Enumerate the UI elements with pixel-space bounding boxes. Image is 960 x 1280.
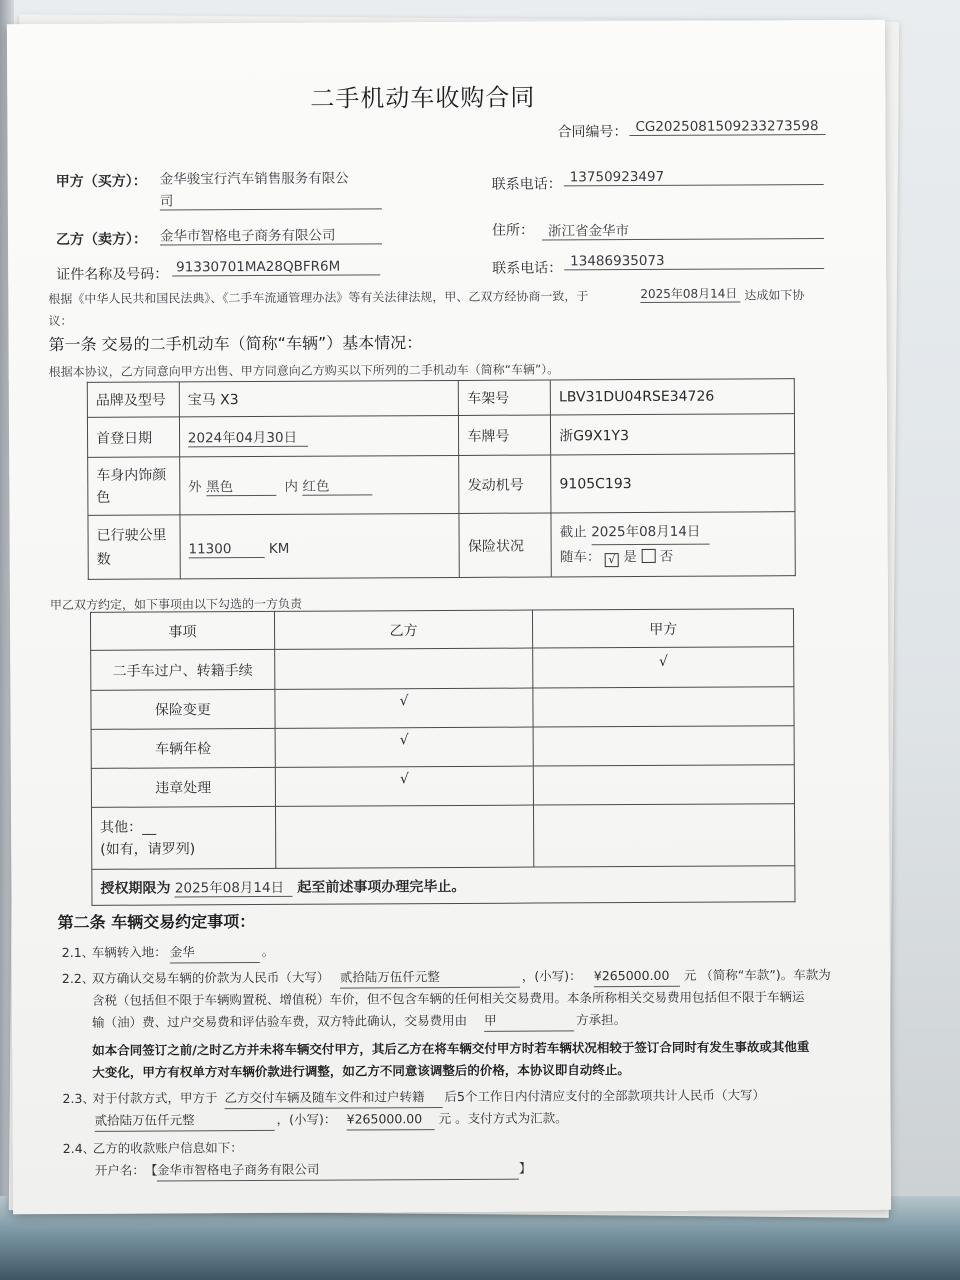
party-b-phone: 13486935073: [564, 252, 824, 270]
insurance-no-checkbox[interactable]: [641, 549, 655, 563]
vin-value: LBV31DU04RSE34726: [550, 379, 794, 415]
engine-value: 9105C193: [551, 454, 795, 513]
clause-2-3-b: 后5个工作日内付清应支付的全部款项共计人民币（大写）: [444, 1087, 766, 1105]
mileage-label-line2: 数: [96, 551, 111, 568]
row-item: 保险变更: [91, 689, 275, 729]
clause-2-1-text: 车辆转入地：: [91, 944, 167, 960]
party-b-address: 浙江省金华市: [542, 218, 824, 240]
clause-2-2-c: 元 （简称“车款”)。车款为: [683, 967, 831, 983]
authorization-row: [92, 866, 795, 906]
row-party-a-check[interactable]: [534, 765, 795, 805]
table-row-other: [91, 804, 794, 870]
col-item-header: 事项: [90, 611, 274, 650]
party-b-name: 金华市智格电子商务有限公司: [160, 223, 382, 245]
col-party-b-header: 乙方: [274, 610, 533, 649]
vehicle-info-table: [87, 378, 796, 580]
row-item: 车辆年检: [91, 728, 275, 768]
intro-text-3: 议：: [48, 313, 73, 329]
contract-number-label: 合同编号：: [557, 124, 628, 141]
account-bracket-open: 【: [144, 1162, 158, 1178]
party-b-id: 91330701MA28QBFR6M: [172, 258, 380, 276]
col-party-a-header: 甲方: [533, 609, 794, 648]
party-b-label: 乙方（卖方）：: [55, 231, 148, 249]
clause-2-2-line3-b: 方承担。: [576, 1012, 627, 1028]
row-item: 二手车过户、转籍手续: [91, 649, 275, 690]
other-party-a[interactable]: [534, 804, 795, 867]
color-label: [88, 457, 180, 515]
account-name-label: 开户名：: [94, 1162, 145, 1178]
party-b-id-label: 证件名称及号码：: [56, 266, 169, 284]
intro-text-2: 达成如下协: [744, 288, 805, 303]
other-party-b[interactable]: [275, 805, 534, 868]
insurance-no-label: 否: [659, 548, 674, 565]
party-a-name-line2: 司: [160, 188, 382, 210]
clause-2-3-upper-amount: 贰拾陆万伍仟元整: [95, 1109, 275, 1132]
party-b-phone-label: 联系电话：: [492, 260, 563, 277]
row-party-b-check[interactable]: √: [275, 727, 534, 767]
clause-2-4-text: 乙方的收款账户信息如下：: [92, 1140, 243, 1156]
plate-value: 浙G9X1Y3: [551, 414, 795, 455]
clause-2-4-no: 2.4、: [62, 1140, 96, 1157]
article-1-sub: 根据本协议，乙方同意向甲方出售、甲方同意向乙方购买以下所列的二手机动车（简称“车辆”）。: [48, 362, 560, 380]
row-party-a-check[interactable]: [533, 726, 794, 766]
vin-label: 车架号: [459, 380, 551, 415]
party-a-label: 甲方（买方）：: [55, 173, 147, 191]
document-title: 二手机动车收购合同: [310, 83, 536, 113]
other-note: (如有，请罗列): [100, 840, 196, 858]
table-row: [91, 765, 794, 808]
responsibility-table: [90, 608, 796, 906]
clause-2-3-no: 2.3、: [62, 1090, 95, 1107]
clause-2-3-lower-amount: ¥265000.00: [347, 1108, 435, 1130]
clause-2-1-no: 2.1、: [61, 944, 95, 961]
brand-value: 宝马 X3: [179, 380, 459, 416]
mileage-value: 11300: [188, 541, 264, 558]
ext-color: 黑色: [206, 475, 276, 496]
clause-2-1-end: 。: [261, 943, 275, 959]
party-a-phone: 13750923497: [564, 168, 824, 186]
row-party-a-check[interactable]: √: [533, 647, 794, 688]
clause-2-2-a: 双方确认交易车辆的价款为人民币（大写）: [91, 969, 330, 986]
insurance-label: 保险状况: [459, 513, 551, 577]
insurance-value: [551, 512, 795, 577]
other-cell: [91, 806, 275, 869]
party-a-phone-label: 联系电话：: [491, 176, 562, 193]
mileage-label-line1: 已行驶公里: [96, 526, 167, 544]
account-bracket-close: 】: [518, 1160, 532, 1176]
intro-text-1: 根据《中华人民共和国民法典》、《二手车流通管理办法》等有关法律法规，甲、乙双方经协商一致，于: [48, 289, 589, 307]
responsibility-intro: 甲乙双方约定，如下事项由以下勾选的一方负责: [49, 596, 302, 613]
clause-2-2-no: 2.2、: [61, 970, 95, 987]
clause-2-3-d: 元 。支付方式为汇款。: [438, 1110, 568, 1127]
row-item: 违章处理: [91, 767, 275, 807]
insurance-until-date: 2025年08月14日: [591, 520, 709, 546]
table-row: [91, 726, 794, 769]
clause-2-2-bold-1: 如本合同签订之前/之时乙方并未将车辆交付甲方，其后乙方在将车辆交付甲方时若车辆状况相较于签订合同时有发生事故或其他重: [92, 1039, 810, 1058]
row-party-b-check[interactable]: [274, 648, 533, 689]
clause-2-2-bold-2: 大变化，甲方有权单方对车辆价款进行调整，如乙方不同意该调整后的价格，本协议即自动终止。: [92, 1062, 630, 1080]
party-a-name-line1: 金华骏宝行汽车销售服务有限公: [159, 170, 349, 188]
clause-2-2-line3-a: 输（油）费、过户交易费和评估验车费，双方特此确认，交易费用由: [92, 1012, 468, 1030]
contract-sheet: [7, 20, 891, 1215]
insurance-follow-label: 随车：: [559, 549, 601, 566]
row-party-b-check[interactable]: √: [275, 766, 534, 806]
clause-2-1-value: 金华: [170, 941, 260, 963]
clause-2-3-condition: 乙方交付车辆及随车文件和过户转籍: [224, 1086, 442, 1109]
clause-2-2-fee-party: 甲: [484, 1009, 574, 1031]
row-party-b-check[interactable]: √: [275, 688, 534, 728]
auth-label: 授权期限为: [100, 880, 171, 897]
auth-date: 2025年08月14日: [175, 876, 293, 898]
plate-label: 车牌号: [459, 415, 551, 455]
row-party-a-check[interactable]: [533, 687, 794, 727]
table-row: [91, 647, 794, 691]
int-prefix: 内: [284, 478, 299, 495]
insurance-yes-label: 是: [623, 549, 637, 566]
other-blank[interactable]: __: [142, 819, 157, 836]
mileage-unit: KM: [268, 540, 290, 557]
color-label-line1: 车身内饰颜: [96, 466, 167, 484]
article-2-heading: 第二条 车辆交易约定事项：: [57, 912, 256, 933]
clause-2-2-upper-amount: 贰拾陆万伍仟元整: [340, 966, 520, 989]
auth-suffix: 起至前述事项办理完毕止。: [297, 878, 466, 896]
clause-2-3-a: 对于付款方式，甲方于: [92, 1090, 218, 1106]
first-reg-label: 首登日期: [87, 417, 179, 457]
insurance-yes-checkbox[interactable]: √: [605, 553, 619, 567]
first-reg-value: 2024年04月30日: [188, 426, 308, 448]
other-label: 其他：: [100, 819, 143, 836]
party-b-address-label: 住所：: [491, 222, 535, 239]
int-color: 红色: [302, 474, 372, 495]
clause-2-2-lower-amount: ¥265000.00: [594, 965, 680, 987]
mileage-label: [88, 515, 180, 579]
engine-label: 发动机号: [459, 455, 551, 513]
brand-label: 品牌及型号: [87, 382, 179, 417]
color-label-line2: 色: [96, 489, 111, 506]
agreement-date: 2025年08月14日: [640, 284, 740, 303]
insurance-until-prefix: 截止: [559, 524, 587, 541]
article-1-heading: 第一条 交易的二手机动车（简称“车辆”）基本情况：: [48, 333, 423, 355]
clause-2-2-line2: 含税（包括但不限于车辆购置税、增值税）车价，但不包含车辆的任何相关交易费用。本条所称相关交易费用包括但不限于车辆运: [91, 989, 805, 1008]
account-name: 金华市智格电子商务有限公司: [157, 1158, 519, 1182]
ext-prefix: 外: [188, 479, 202, 496]
clause-2-3-c: ，(小写)：: [276, 1111, 337, 1127]
clause-2-2-b: ，(小写)：: [521, 968, 582, 984]
table-row: [91, 687, 794, 730]
contract-number: CG2025081509233273598: [629, 118, 825, 136]
